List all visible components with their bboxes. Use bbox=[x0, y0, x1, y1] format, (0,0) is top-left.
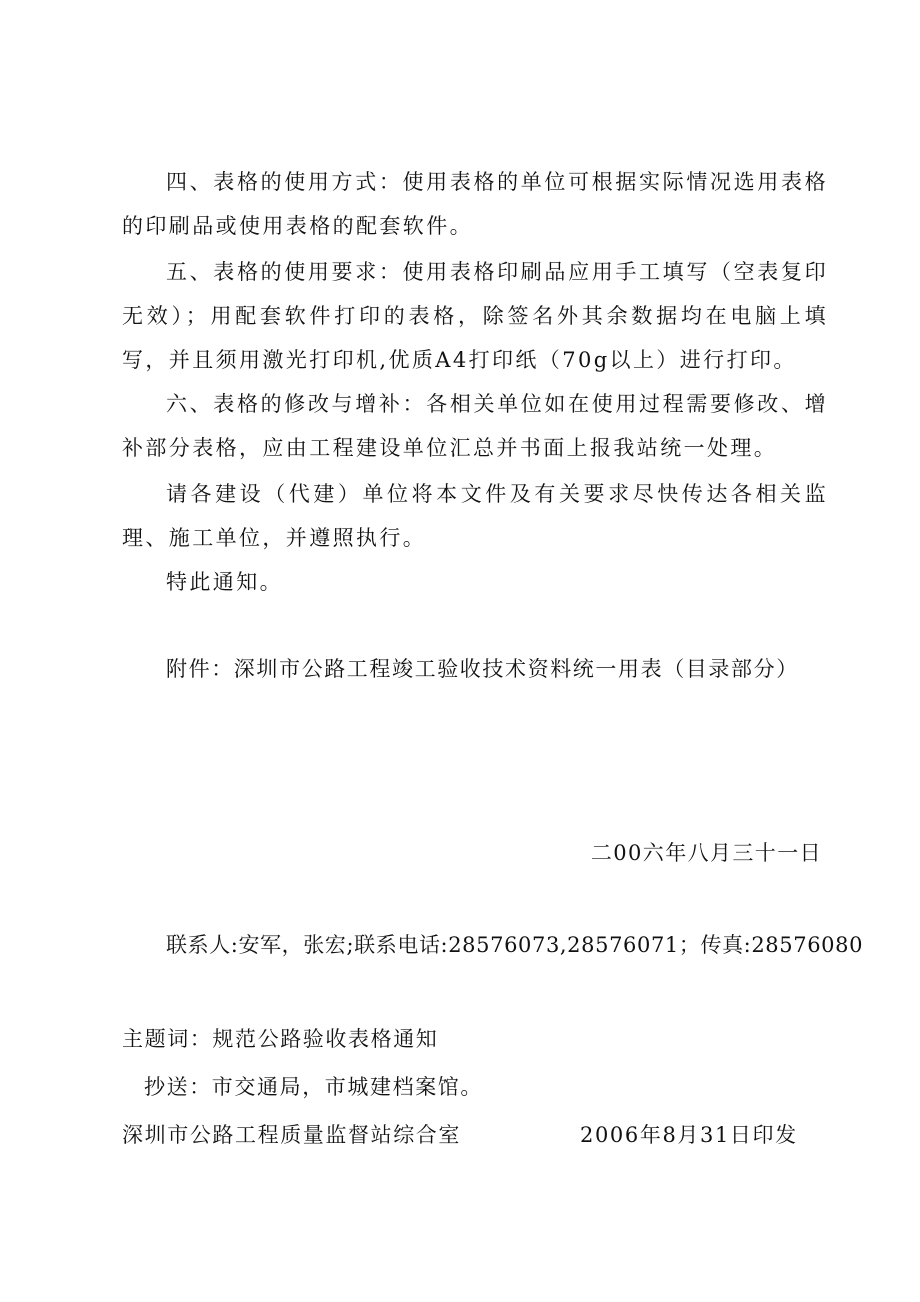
keywords-line: 主题词：规范公路验收表格通知 bbox=[122, 1027, 439, 1051]
contact-line: 联系人:安军，张宏;联系电话:28576073,28576071；传真:28576080 bbox=[166, 933, 864, 957]
cc-line: 抄送：市交通局，市城建档案馆。 bbox=[144, 1075, 483, 1099]
paragraph-usage-method: 四、表格的使用方式：使用表格的单位可根据实际情况选用表格的印刷品或使用表格的配套软件。 bbox=[122, 170, 828, 238]
paragraph-modification: 六、表格的修改与增补：各相关单位如在使用过程需要修改、增补部分表格，应由工程建设单位汇总并书面上报我站统一处理。 bbox=[122, 392, 828, 460]
paragraph-request: 请各建设（代建）单位将本文件及有关要求尽快传达各相关监理、施工单位，并遵照执行。 bbox=[122, 482, 828, 550]
issuer-line: 深圳市公路工程质量监督站综合室 bbox=[122, 1123, 461, 1147]
print-date-line: 2006年8月31日印发 bbox=[580, 1123, 798, 1147]
document-date: 二00六年八月三十一日 bbox=[590, 841, 822, 865]
paragraph-usage-requirements: 五、表格的使用要求：使用表格印刷品应用手工填写（空表复印无效）；用配套软件打印的表格，除签名外其余数据均在电脑上填写，并且须用激光打印机,优质A4打印纸（70g以上）进行打印。 bbox=[122, 260, 828, 372]
paragraph-notice: 特此通知。 bbox=[166, 570, 283, 594]
attachment-line: 附件：深圳市公路工程竣工验收技术资料统一用表（目录部分） bbox=[166, 657, 799, 681]
